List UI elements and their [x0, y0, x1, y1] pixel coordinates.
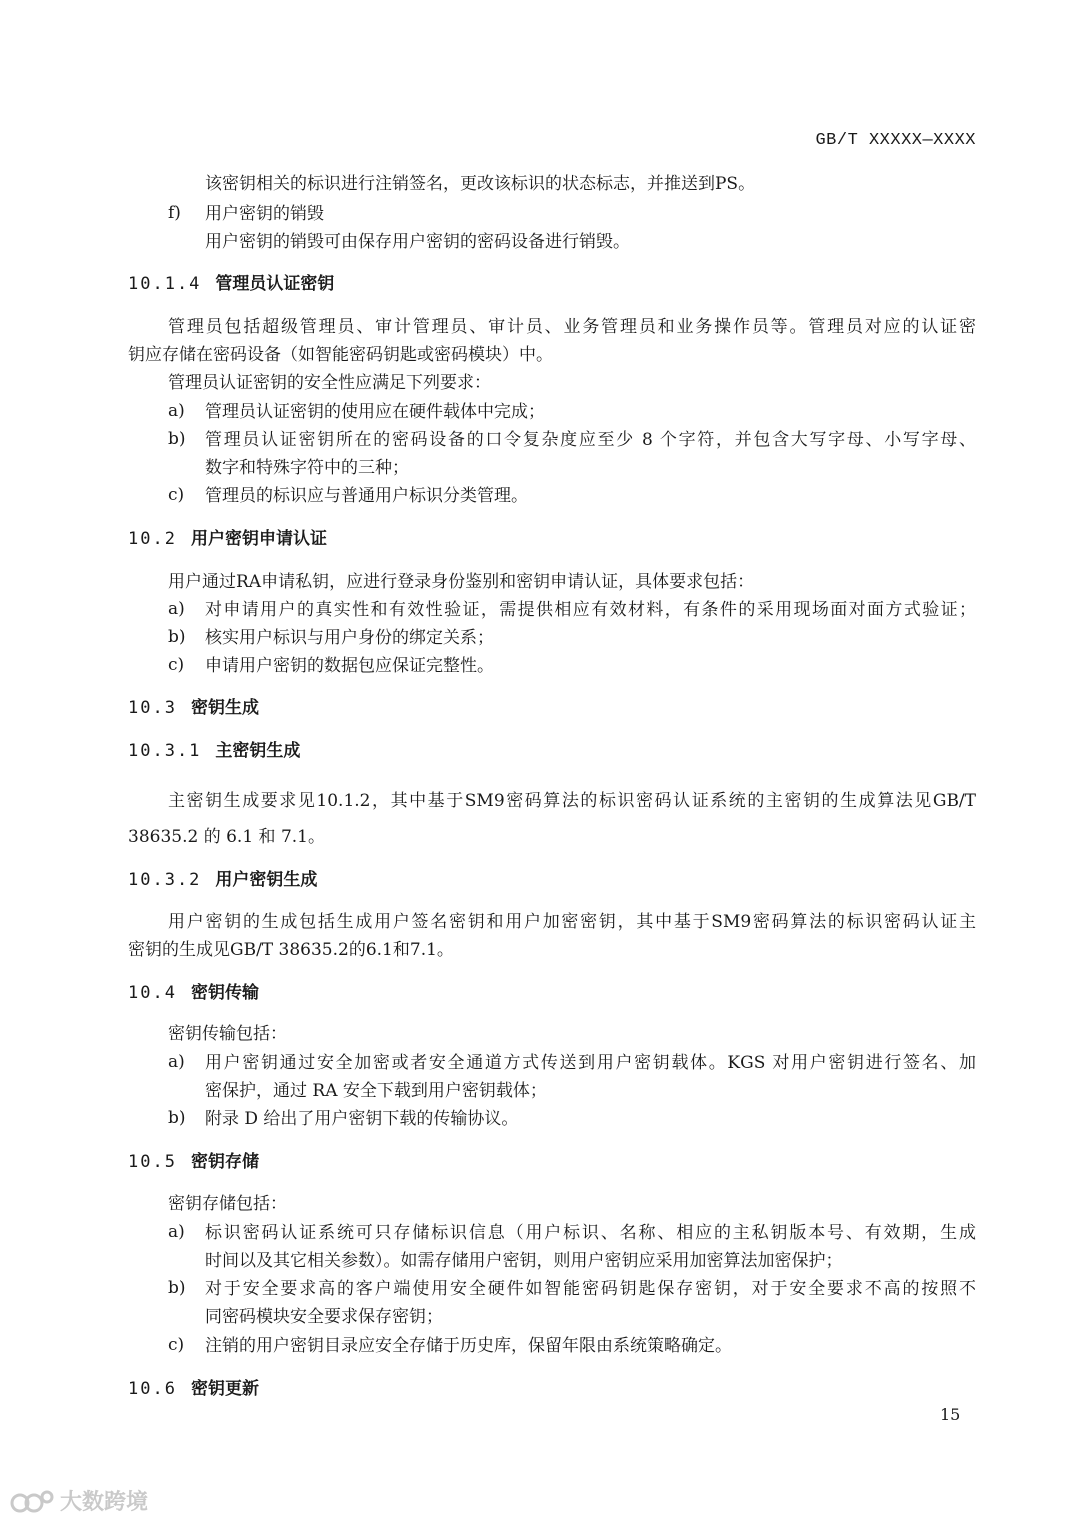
list-marker: a)	[168, 599, 185, 619]
list-item-text: 标识密码认证系统可只存储标识信息（用户标识、名称、相应的主私钥版本号、有效期，生成	[205, 1223, 976, 1243]
list-item-body: 用户密钥的销毁可由保存用户密钥的密码设备进行销毁。	[205, 232, 630, 252]
section-number: 10.5	[128, 1152, 177, 1172]
watermark-text: 大数跨境	[60, 1490, 149, 1515]
paragraph: 密钥传输包括：	[168, 1024, 287, 1044]
list-item-text: 用户密钥通过安全加密或者安全通道方式传送到用户密钥载体。KGS 对用户密钥进行签名、加	[205, 1053, 976, 1073]
section-number: 10.6	[128, 1379, 177, 1399]
paragraph: 密钥存储包括：	[168, 1194, 287, 1214]
list-item-text: 核实用户标识与用户身份的绑定关系；	[205, 628, 494, 648]
list-item-text: 管理员认证密钥的使用应在硬件载体中完成；	[205, 402, 545, 422]
watermark	[10, 1485, 148, 1516]
section-number: 10.3	[128, 698, 177, 718]
section-title: 用户密钥申请认证	[190, 529, 327, 549]
list-item-text: 对申请用户的真实性和有效性验证，需提供相应有效材料，有条件的采用现场面对面方式验证；	[205, 600, 976, 620]
list-item-text: 管理员的标识应与普通用户标识分类管理。	[205, 486, 528, 506]
list-marker: b)	[168, 1278, 186, 1298]
list-item-text: 对于安全要求高的客户端使用安全硬件如智能密码钥匙保存密钥，对于安全要求不高的按照不	[205, 1279, 976, 1299]
list-marker: a)	[168, 401, 185, 421]
list-marker: c)	[168, 485, 185, 505]
list-marker: b)	[168, 1108, 186, 1128]
list-marker: f)	[168, 203, 181, 223]
list-item-title: 用户密钥的销毁	[205, 204, 324, 224]
section-number: 10.1.4	[128, 274, 202, 294]
list-item-text: 管理员认证密钥所在的密码设备的口令复杂度应至少 8 个字符，并包含大写字母、小写字母、	[205, 430, 976, 450]
section-heading-10-2	[128, 528, 327, 550]
paragraph-line: 用户密钥的生成包括生成用户签名密钥和用户加密密钥，其中基于SM9密码算法的标识密码认证主	[168, 912, 976, 932]
section-number: 10.3.2	[128, 870, 202, 890]
watermark-logo-icon	[10, 1488, 54, 1514]
page-number: 15	[940, 1405, 961, 1424]
list-item-text: 附录 D 给出了用户密钥下载的传输协议。	[205, 1109, 519, 1129]
section-heading-10-4	[128, 982, 259, 1004]
section-title: 密钥更新	[190, 1379, 259, 1399]
list-marker: b)	[168, 627, 186, 647]
standard-code: GB/T XXXXX—XXXX	[815, 131, 976, 150]
list-marker: a)	[168, 1222, 185, 1242]
list-marker: a)	[168, 1052, 185, 1072]
list-marker: b)	[168, 429, 186, 449]
section-number: 10.4	[128, 983, 177, 1003]
section-number: 10.3.1	[128, 741, 202, 761]
section-heading-10-1-4	[128, 273, 334, 295]
list-item-text-cont: 密保护，通过 RA 安全下载到用户密钥载体；	[205, 1081, 547, 1101]
paragraph-line: 管理员包括超级管理员、审计管理员、审计员、业务管理员和业务操作员等。管理员对应的认证密	[168, 317, 976, 337]
section-title: 密钥存储	[190, 1152, 259, 1172]
paragraph: 用户通过RA申请私钥，应进行登录身份鉴别和密钥申请认证，具体要求包括：	[168, 572, 755, 592]
list-marker: c)	[168, 1335, 185, 1355]
list-item-text: 申请用户密钥的数据包应保证完整性。	[205, 656, 494, 676]
section-heading-10-3	[128, 697, 259, 719]
section-title: 密钥传输	[190, 983, 259, 1003]
section-title: 管理员认证密钥	[215, 274, 335, 294]
section-title: 密钥生成	[190, 698, 259, 718]
paragraph-line: 密钥的生成见GB/T 38635.2的6.1和7.1。	[128, 940, 454, 960]
paragraph-line: 钥应存储在密码设备（如智能密码钥匙或密码模块）中。	[128, 345, 553, 365]
list-item-text-cont: 数字和特殊字符中的三种；	[205, 458, 409, 478]
list-item-text: 注销的用户密钥目录应安全存储于历史库，保留年限由系统策略确定。	[205, 1336, 732, 1356]
list-item-text-cont: 同密码模块安全要求保存密钥；	[205, 1307, 443, 1327]
paragraph-continuation: 该密钥相关的标识进行注销签名，更改该标识的状态标志，并推送到PS。	[205, 174, 756, 194]
section-title: 用户密钥生成	[215, 870, 318, 890]
paragraph: 管理员认证密钥的安全性应满足下列要求：	[168, 373, 491, 393]
section-number: 10.2	[128, 529, 177, 549]
list-marker: c)	[168, 655, 185, 675]
section-heading-10-3-1	[128, 740, 300, 762]
section-heading-10-5	[128, 1151, 259, 1173]
section-heading-10-6	[128, 1378, 259, 1400]
section-title: 主密钥生成	[215, 741, 301, 761]
section-heading-10-3-2	[128, 869, 317, 891]
paragraph-line: 38635.2 的 6.1 和 7.1。	[128, 827, 325, 847]
list-item-text-cont: 时间以及其它相关参数）。如需存储用户密钥，则用户密钥应采用加密算法加密保护；	[205, 1251, 843, 1271]
paragraph-line: 主密钥生成要求见10.1.2，其中基于SM9密码算法的标识密码认证系统的主密钥的生成算法见GB/T	[168, 791, 976, 811]
